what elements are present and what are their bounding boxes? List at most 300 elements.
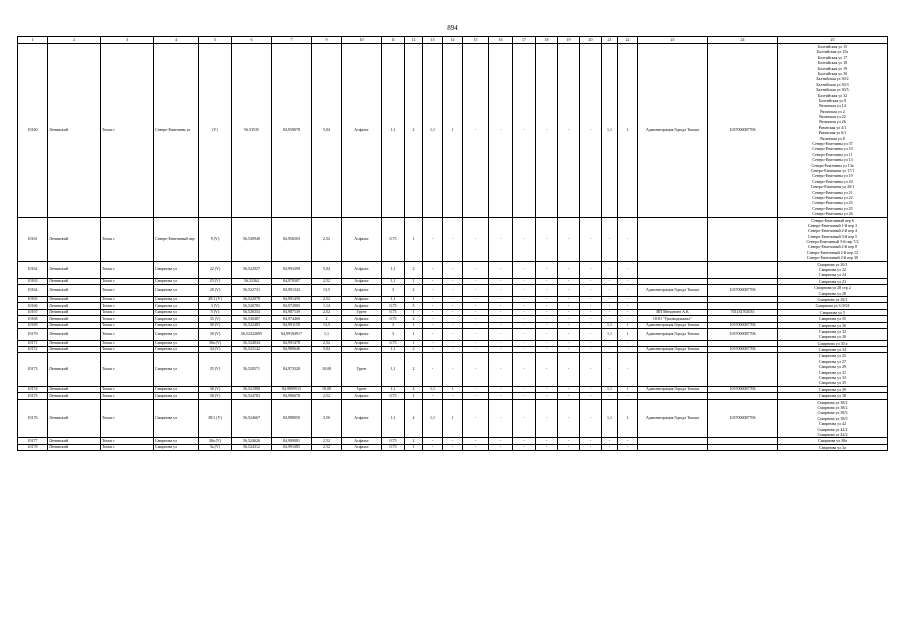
column-header: 16 (489, 37, 513, 44)
table-cell: 0,75 (382, 444, 405, 450)
table-cell: 0,75 (382, 303, 405, 309)
table-cell: - (513, 340, 536, 346)
table-cell: - (463, 261, 489, 278)
table-cell: - (618, 393, 638, 399)
table-cell: 2 (405, 285, 423, 297)
table-cell: - (536, 217, 558, 261)
table-cell: - (558, 393, 580, 399)
table-cell: 1 (618, 386, 638, 392)
table-cell: - (443, 393, 463, 399)
table-cell: - (536, 296, 558, 302)
table-cell: Смирнова ул (154, 353, 199, 386)
address-item: Северо-Енатчиный 2-й пер 30 (807, 255, 858, 261)
table-cell: Асфальт (342, 261, 382, 278)
table-cell: Асфальт (342, 399, 382, 438)
address-item: Северо-Енатчины ул 13а (811, 162, 854, 168)
table-cell: - (558, 438, 580, 444)
table-cell: - (580, 296, 602, 302)
table-cell: - (513, 261, 536, 278)
table-cell: - (423, 322, 443, 328)
table-cell: 2,52 (312, 444, 342, 450)
column-header: 21 (602, 37, 618, 44)
table-cell: Томск г (101, 328, 154, 340)
table-cell: 1037000087706 (708, 399, 778, 438)
table-cell: - (580, 261, 602, 278)
table-cell: - (580, 438, 602, 444)
table-cell: 1037000087706 (708, 328, 778, 340)
table-cell: - (443, 309, 463, 315)
table-cell: 3 (382, 285, 405, 297)
column-header: 13 (423, 37, 443, 44)
table-cell: - (580, 444, 602, 450)
table-cell: 2 (405, 347, 423, 353)
table-cell: 56,524312 (232, 444, 272, 450)
address-item: Смирнова ул 35 (819, 316, 846, 322)
table-cell: - (618, 261, 638, 278)
table-cell: - (602, 296, 618, 302)
table-cell: Смирнова ул (154, 340, 199, 346)
table-cell: - (463, 303, 489, 309)
table-cell: - (463, 296, 489, 302)
address-item: Смирнова ул 34 (819, 347, 846, 353)
table-cell: 56,522731 (232, 285, 272, 297)
address-item: Северо-Енатчины ул 20 (812, 178, 853, 184)
table-cell: 3,56 (312, 399, 342, 438)
table-cell: Асфальт (342, 217, 382, 261)
address-item: Северо-Енатчиный 3-й пер 5 (808, 233, 857, 239)
table-cell: 10174 (18, 386, 48, 392)
address-item: Смирнова ул 35 (819, 380, 846, 386)
table-cell: - (602, 303, 618, 309)
address-item: Балтийская ул 19 (817, 65, 848, 71)
table-cell: Томск г (101, 309, 154, 315)
table-cell: - (443, 217, 463, 261)
table-cell: Томск г (101, 353, 154, 386)
table-cell: 56,530487 (232, 316, 272, 322)
address-item: Смирнова ул 33 (819, 375, 846, 381)
table-cell: Томск г (101, 261, 154, 278)
page-number: 894 (447, 24, 458, 32)
table-cell: 30а (V) (199, 340, 232, 346)
table-cell: - (463, 328, 489, 340)
address-item: Северо-Енатчины ул 13 (812, 157, 853, 163)
table-cell: 1,1 (312, 328, 342, 340)
table-cell: - (618, 309, 638, 315)
table-cell: 1037000087706 (708, 322, 778, 328)
table-cell: 9 (V) (199, 217, 232, 261)
table-cell: - (513, 438, 536, 444)
table-cell: 84,9899515 (272, 386, 312, 392)
table-cell: - (489, 261, 513, 278)
address-item: Балтийская ул 18 (817, 60, 848, 66)
column-header: 1 (18, 37, 48, 44)
table-cell: 1 (443, 44, 463, 218)
table-cell: 1,1 (602, 386, 618, 392)
table-cell: (V) (199, 44, 232, 218)
table-cell: - (602, 340, 618, 346)
table-cell: - (580, 393, 602, 399)
table-cell: - (513, 386, 536, 392)
table-cell: 56,522927 (232, 261, 272, 278)
table-cell: - (443, 322, 463, 328)
table-row (18, 44, 888, 218)
table-cell: 10178 (18, 444, 48, 450)
table-cell: - (489, 353, 513, 386)
table-cell: 3 (382, 322, 405, 328)
table-cell: - (602, 438, 618, 444)
table-cell: - (423, 347, 443, 353)
table-cell: - (423, 393, 443, 399)
table-cell: - (602, 285, 618, 297)
table-cell: Смирнова ул (154, 347, 199, 353)
address-list (778, 44, 888, 218)
table-cell (708, 444, 778, 450)
table-cell: - (558, 285, 580, 297)
table-cell: 1 (405, 217, 423, 261)
column-header: 5 (199, 37, 232, 44)
table-cell: Ленинский (48, 328, 101, 340)
table-cell: Асфальт (342, 340, 382, 346)
table-cell: 84,978307 (272, 278, 312, 284)
table-cell: - (602, 353, 618, 386)
table-cell: 1,1 (423, 44, 443, 218)
table-cell: Ленинский (48, 296, 101, 302)
column-header: 24 (708, 37, 778, 44)
table-cell: Администрация Города Томска (638, 322, 708, 328)
table-cell: 10160 (18, 44, 48, 218)
table-cell: 5 (405, 303, 423, 309)
table-cell: - (513, 217, 536, 261)
table-cell: - (443, 303, 463, 309)
table-cell: - (489, 303, 513, 309)
table-cell: 34 (V) (199, 347, 232, 353)
address-item: Северо-Енатчиный 1-й пер 3 (808, 222, 857, 228)
table-row (18, 399, 888, 438)
address-item: Рязанская ул 6/1 (818, 130, 847, 136)
table-cell: 1 (405, 444, 423, 450)
table-cell: - (558, 322, 580, 328)
table-cell: 10173 (18, 353, 48, 386)
table-cell: Ленинский (48, 316, 101, 322)
address-list (778, 353, 888, 386)
table-cell: 10169 (18, 322, 48, 328)
table-cell: - (536, 316, 558, 322)
address-item: Северо-Енатчины ул 11 (812, 151, 853, 157)
table-cell: - (489, 44, 513, 218)
table-cell: - (423, 328, 443, 340)
address-item: Смирнова ул 31 (819, 369, 846, 375)
table-cell: 56,526783 (232, 303, 272, 309)
table-cell (708, 217, 778, 261)
table-cell: 10172 (18, 347, 48, 353)
table-cell: 10161 (18, 217, 48, 261)
table-cell: - (443, 278, 463, 284)
table-cell: 0,75 (382, 309, 405, 315)
table-cell: 30 (V) (199, 328, 232, 340)
table-cell: Асфальт (342, 303, 382, 309)
address-item: Балтийская ул 15 (817, 44, 848, 49)
address-item: Северо-Енатчиный пер 6 (811, 217, 854, 223)
table-cell: - (602, 278, 618, 284)
address-item: Балтийская ул 17 (817, 54, 848, 60)
table-cell: 2,52 (312, 217, 342, 261)
table-cell: Томск г (101, 44, 154, 218)
table-row (18, 261, 888, 278)
table-cell: Ленинский (48, 261, 101, 278)
table-cell: Ленинский (48, 444, 101, 450)
table-cell: - (536, 438, 558, 444)
table-cell: - (423, 353, 443, 386)
table-cell: Томск г (101, 217, 154, 261)
table-cell: - (463, 278, 489, 284)
address-item: Балтийская ул 8 (818, 97, 847, 103)
table-cell: 56,522078 (232, 296, 272, 302)
address-item: Смирнова ул 3 ООЗ (815, 303, 850, 309)
table-cell: - (602, 444, 618, 450)
table-cell: Администрация Города Томска (638, 347, 708, 353)
table-cell: - (558, 309, 580, 315)
table-cell: - (443, 353, 463, 386)
table-row (18, 217, 888, 261)
table-cell: - (558, 303, 580, 309)
table-cell: 10,08 (312, 353, 342, 386)
address-item: Северо-Енатчиный 2-й пер 12 (807, 249, 858, 255)
table-cell: - (558, 399, 580, 438)
table-cell: - (558, 261, 580, 278)
table-cell: - (443, 296, 463, 302)
table-cell: - (443, 285, 463, 297)
table-cell: - (558, 347, 580, 353)
address-item: Смирнова ул 28 (819, 290, 846, 296)
table-cell: Ленинский (48, 309, 101, 315)
address-item: Северо-Енатчиный 3-й пер 7/2 (806, 239, 859, 245)
table-cell: 13,5 (312, 322, 342, 328)
column-header: 12 (405, 37, 423, 44)
table-cell: - (618, 340, 638, 346)
table-cell: 10163 (18, 278, 48, 284)
table-cell: Томск г (101, 278, 154, 284)
table-cell: Асфальт (342, 278, 382, 284)
table-cell: Ленинский (48, 44, 101, 218)
table-cell: ООО "Уралводоканал" (638, 316, 708, 322)
address-item: Северо-Енатчины ул 25 (812, 205, 853, 211)
table-cell: 35 (V) (199, 353, 232, 386)
address-item: Смирнова ул 38 (819, 393, 846, 399)
table-cell: - (423, 303, 443, 309)
table-cell: 38/1 (V) (199, 399, 232, 438)
registry-table (17, 36, 888, 451)
table-cell: 701134702035 (708, 309, 778, 315)
table-cell: - (489, 393, 513, 399)
table-cell: - (602, 316, 618, 322)
table-cell: Томск г (101, 340, 154, 346)
table-cell: - (618, 444, 638, 450)
table-cell: 56,521988 (232, 386, 272, 392)
table-cell: Смирнова ул (154, 386, 199, 392)
table-cell: - (513, 353, 536, 386)
address-item: Смирнова ул 20/1 (817, 261, 848, 267)
table-cell: 2 (405, 44, 423, 218)
address-item: Северо-Енатчины ул 10 (812, 146, 853, 152)
table-cell: 56,524626 (232, 438, 272, 444)
table-cell: 56,52322695 (232, 328, 272, 340)
column-header: 3 (101, 37, 154, 44)
address-item: Смирнова ул 23 (819, 278, 846, 284)
table-cell: - (536, 399, 558, 438)
table-cell: - (580, 309, 602, 315)
address-item: Смирнова ул 38/5 (817, 415, 848, 421)
table-cell: - (536, 386, 558, 392)
table-cell: Асфальт (342, 322, 382, 328)
address-item: Балтийская ул 30/2 (816, 76, 849, 82)
table-cell: - (536, 44, 558, 218)
table-cell: - (580, 347, 602, 353)
table-cell: - (463, 438, 489, 444)
table-cell: 28 (V) (199, 285, 232, 297)
address-item: Балтийская ул 32 (817, 92, 848, 98)
address-item: Балтийская ул 15а (816, 49, 848, 55)
table-cell: 1,1 (382, 261, 405, 278)
address-item: Смирнова ул 42 (819, 421, 846, 427)
table-cell: 2 (405, 438, 423, 444)
table-cell: 1 (405, 393, 423, 399)
address-item: Смирнова ул 27 (819, 358, 846, 364)
table-cell: Смирнова ул (154, 309, 199, 315)
table-cell: 0,75 (382, 393, 405, 399)
table-cell: - (513, 303, 536, 309)
table-cell: 84,974460 (272, 316, 312, 322)
address-item: Смирнова ул 38а (818, 438, 847, 444)
table-cell: - (618, 285, 638, 297)
table-cell: - (489, 285, 513, 297)
table-cell (708, 261, 778, 278)
table-cell: 38а (V) (199, 438, 232, 444)
table-cell: 10175 (18, 393, 48, 399)
address-item: Северо-Енатчины ул 37 (812, 141, 853, 147)
table-cell: - (423, 316, 443, 322)
table-cell: Томск г (101, 399, 154, 438)
table-cell: 56,523142 (232, 347, 272, 353)
table-cell: 56,520571 (232, 353, 272, 386)
table-row (18, 444, 888, 450)
table-cell: 1,1 (382, 347, 405, 353)
column-header: 17 (513, 37, 536, 44)
address-item: Балтийская ул 30/5 (816, 87, 849, 93)
table-cell: Ленинский (48, 399, 101, 438)
table-cell: - (536, 393, 558, 399)
table-cell: - (618, 353, 638, 386)
table-cell: - (580, 322, 602, 328)
address-item: Северо-Енатчины ул 23 (812, 200, 853, 206)
table-cell: - (489, 316, 513, 322)
column-header: 4 (154, 37, 199, 44)
table-cell: 56,526354 (232, 309, 272, 315)
table-cell: - (513, 399, 536, 438)
table-cell: 23 (V) (199, 278, 232, 284)
table-cell: - (513, 347, 536, 353)
table-cell: 84,991478 (272, 340, 312, 346)
table-cell: Северо-Енатчиный пер (154, 217, 199, 261)
table-cell: Смирнова ул (154, 322, 199, 328)
table-cell: 2 (405, 316, 423, 322)
address-item: Рязанская ул 4/1 (818, 124, 847, 130)
table-cell: 84,991343 (272, 285, 312, 297)
table-cell: - (463, 322, 489, 328)
table-cell: 3 (V) (199, 303, 232, 309)
table-cell: 10164 (18, 285, 48, 297)
table-cell: - (580, 44, 602, 218)
table-cell: - (463, 399, 489, 438)
table-cell: Смирнова ул (154, 303, 199, 309)
table-cell: Смирнова ул (154, 328, 199, 340)
table-cell: Томск г (101, 322, 154, 328)
table-cell: 1 (405, 296, 423, 302)
table-cell: - (513, 393, 536, 399)
table-cell: Томск г (101, 386, 154, 392)
table-cell: 1 (405, 328, 423, 340)
table-cell: - (536, 444, 558, 450)
table-cell: - (489, 399, 513, 438)
column-header: 6 (232, 37, 272, 44)
table-cell: 2 (312, 316, 342, 322)
header-row (18, 37, 888, 44)
table-cell: 84,991159 (272, 322, 312, 328)
table-cell: 3а (V) (199, 444, 232, 450)
table-cell: - (443, 347, 463, 353)
table-cell: 5,04 (312, 347, 342, 353)
table-cell: 84,989081 (272, 438, 312, 444)
table-cell: - (443, 438, 463, 444)
table-cell: Грунт (342, 353, 382, 386)
table-cell: 56,530940 (232, 217, 272, 261)
address-item: Рязанская ул 14 (819, 103, 846, 109)
address-item: Смирнова ул 30 (819, 322, 846, 328)
table-cell: 10168 (18, 316, 48, 322)
address-item: Смирнова ул 38/2 (817, 405, 848, 410)
address-item: Балтийская ул 30/3 (816, 81, 849, 87)
table-cell: 2,52 (312, 278, 342, 284)
table-cell: - (423, 285, 443, 297)
address-list (778, 261, 888, 278)
table-cell: - (618, 296, 638, 302)
table-cell: 10170 (18, 328, 48, 340)
table-cell: Смирнова ул (154, 393, 199, 399)
address-item: Рязанская ул 8 (820, 135, 845, 141)
table-cell: Асфальт (342, 296, 382, 302)
table-cell: - (443, 316, 463, 322)
table-cell: - (580, 386, 602, 392)
table-cell: - (602, 309, 618, 315)
table-cell: - (513, 444, 536, 450)
table-cell: Ленинский (48, 386, 101, 392)
table-cell (638, 261, 708, 278)
address-item: Смирнова ул 38/3 (817, 410, 848, 416)
table-cell: 1 (405, 309, 423, 315)
table-cell: Асфальт (342, 347, 382, 353)
table-cell: - (463, 44, 489, 218)
table-cell: 84,959078 (272, 44, 312, 218)
table-cell: - (536, 328, 558, 340)
table-cell: - (580, 353, 602, 386)
table-cell: - (618, 217, 638, 261)
table-cell: - (443, 261, 463, 278)
table-cell: 2,52 (312, 393, 342, 399)
address-item: Балтийская ул 30 (817, 70, 848, 76)
table-cell: - (463, 217, 489, 261)
table-cell: Асфальт (342, 328, 382, 340)
address-item: Смирнова ул 30 (819, 334, 846, 340)
address-item: Северо-Енатчиный 2-й пер 4 (808, 228, 857, 234)
